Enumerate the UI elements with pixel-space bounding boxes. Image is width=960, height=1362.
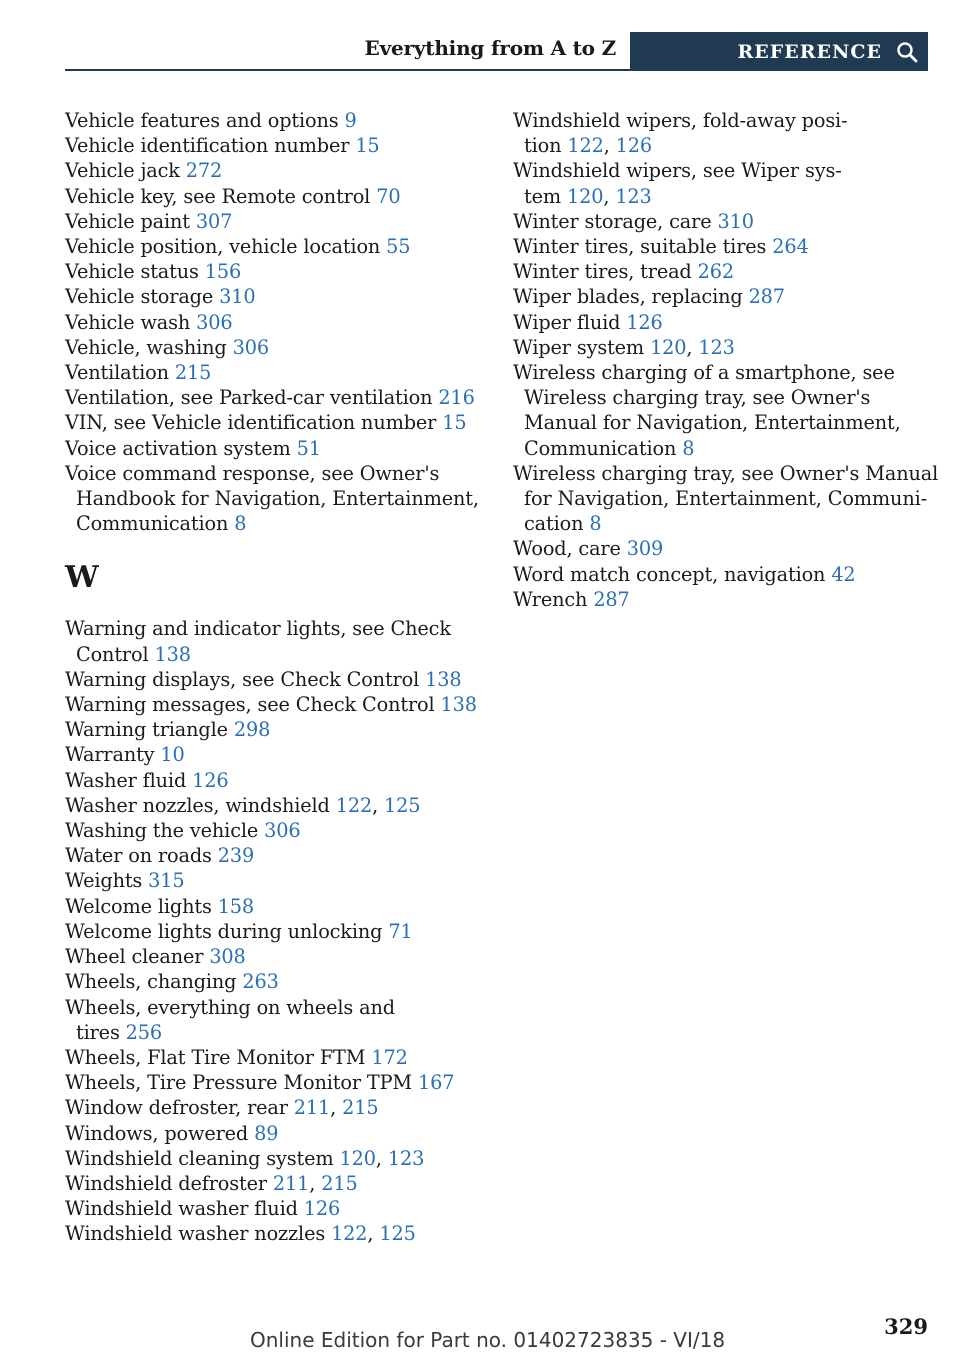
index-entry	[513, 310, 933, 335]
page-link[interactable]: 10	[160, 743, 185, 767]
index-entry-text: Washer nozzles, windshield	[65, 793, 330, 817]
page-link[interactable]: 306	[264, 819, 301, 843]
index-entry-text: Wireless charging tray, see Owner's Manual	[513, 461, 939, 485]
index-entry	[65, 692, 480, 717]
index-entry-text: Windshield washer fluid	[65, 1197, 298, 1221]
page-link[interactable]: 307	[195, 209, 233, 233]
index-entry-text: Vehicle features and options	[65, 109, 339, 132]
index-entry	[513, 536, 933, 561]
page-link[interactable]: 71	[388, 919, 413, 943]
index-entry-text: Welcome lights during unlocking	[65, 919, 383, 943]
index-entry	[65, 410, 480, 435]
page-link[interactable]: 125	[384, 793, 421, 817]
index-entry-text: VIN, see Vehicle identification number	[65, 411, 437, 435]
index-entry	[65, 1196, 480, 1221]
index-entry-text: Wrench	[513, 587, 588, 611]
index-entry-text: Vehicle jack	[65, 159, 180, 183]
page-link[interactable]: 272	[185, 159, 223, 183]
index-entry-text: tem	[524, 184, 561, 208]
index-entry-text: Winter tires, suitable tires	[513, 235, 767, 259]
page-link[interactable]: 310	[219, 285, 256, 309]
index-entry	[65, 158, 480, 183]
index-entry-text: Washer fluid	[65, 768, 187, 792]
page-link[interactable]: 122	[335, 793, 373, 817]
index-entry-text: Wireless charging of a smartphone, see	[513, 361, 895, 385]
index-entry-text: Weights	[65, 869, 143, 893]
index-entry	[65, 969, 480, 994]
page-link[interactable]: 287	[593, 587, 630, 611]
index-entry	[65, 108, 480, 133]
index-entry	[513, 360, 933, 461]
index-entry-text: Vehicle position, vehicle location	[65, 235, 381, 259]
page-link[interactable]: 310	[717, 209, 754, 233]
edition-footer: Online Edition for Part no. 01402723835 - VI/18	[250, 1328, 726, 1352]
index-entry-text: Vehicle wash	[65, 310, 191, 334]
index-entry	[65, 1045, 480, 1070]
index-entry	[65, 944, 480, 969]
index-entry-text: Water on roads	[65, 844, 212, 868]
page-link[interactable]: 126	[626, 310, 663, 334]
index-entry	[65, 335, 480, 360]
page-link[interactable]: 138	[425, 667, 462, 691]
section-tab-label: REFERENCE	[737, 40, 882, 63]
index-entry-text: tion	[524, 134, 562, 158]
index-entry-text: Wiper system	[513, 335, 645, 359]
index-entry-text: Ventilation, see Parked-car ventilation	[65, 386, 433, 410]
page-link[interactable]: 309	[626, 537, 664, 561]
index-entry-text: Windows, powered	[65, 1121, 249, 1145]
page-link[interactable]: 211	[272, 1171, 310, 1195]
page-link[interactable]: 172	[371, 1045, 408, 1069]
index-entry	[65, 1121, 480, 1146]
index-entry-text: Warning and indicator lights, see Check	[65, 617, 451, 641]
page-link[interactable]: 315	[148, 869, 185, 893]
index-entry	[513, 461, 939, 537]
index-entry-text: Vehicle identification number	[65, 134, 350, 158]
index-entry-text: Handbook for Navigation, Entertainment,	[76, 487, 479, 511]
index-entry	[65, 310, 480, 335]
page-link[interactable]: 122	[331, 1222, 368, 1246]
page-link[interactable]: 15	[442, 411, 467, 435]
header-title: Everything from A to Z	[364, 36, 616, 60]
index-entry	[65, 742, 480, 767]
index-entry-text: Wiper fluid	[513, 310, 621, 334]
page-link[interactable]: 9	[344, 109, 357, 132]
index-entry	[65, 1070, 480, 1095]
index-entry-text: Winter storage, care	[513, 209, 712, 233]
header-rule	[65, 69, 630, 71]
index-entry: Windshield wipers, fold-away posi- tion 122, 126	[513, 109, 848, 158]
page-link[interactable]: 123	[387, 1146, 425, 1170]
page-link[interactable]: 51	[296, 436, 321, 460]
index-entry	[513, 259, 933, 284]
index-entry-text: Windshield cleaning system	[65, 1146, 334, 1170]
index-entry	[65, 284, 480, 309]
index-entry	[65, 868, 480, 893]
page-link[interactable]: 126	[615, 134, 653, 158]
page-link[interactable]: 262	[697, 260, 734, 284]
index-entry	[65, 209, 480, 234]
index-entry-text: Wheels, Tire Pressure Monitor TPM	[65, 1071, 412, 1095]
page-link[interactable]: 167	[417, 1071, 455, 1095]
page-link[interactable]: 306	[196, 310, 233, 334]
index-entry-text: Warranty	[65, 743, 155, 767]
page-link[interactable]: 308	[209, 945, 246, 969]
index-entry-text: Vehicle, washing	[65, 335, 227, 359]
index-entry	[65, 436, 480, 461]
index-entry-text: Wheels, everything on wheels and	[65, 995, 395, 1019]
page-link[interactable]: 42	[831, 562, 856, 586]
index-entry-text: cation	[524, 512, 584, 536]
index-entry-text: Control	[76, 642, 149, 666]
page-link[interactable]: 138	[154, 642, 191, 666]
page-link[interactable]: 263	[242, 970, 279, 994]
index-entry	[513, 209, 933, 234]
index-entry: Wiper system 120, 123	[513, 335, 735, 359]
page-link[interactable]: 89	[254, 1121, 279, 1145]
index-entry-text: Wiper blades, replacing	[513, 285, 743, 309]
index-entry-text: Vehicle paint	[65, 209, 190, 233]
index-entry-text: Welcome lights	[65, 894, 212, 918]
section-tab-reference[interactable]	[630, 32, 928, 71]
index-entry-text: Windshield wipers, see Wiper sys-	[513, 159, 842, 183]
index-entry	[65, 616, 480, 666]
index-entry	[65, 184, 480, 209]
page-link[interactable]: 8	[234, 512, 247, 536]
index-entry	[65, 461, 480, 537]
index-entry	[65, 385, 480, 410]
page-link[interactable]: 239	[217, 844, 255, 868]
index-entry-text: Vehicle status	[65, 260, 199, 284]
index-entry-text: Communication	[524, 436, 677, 460]
page-link[interactable]: 138	[440, 693, 477, 717]
page-link[interactable]: 120	[650, 335, 687, 359]
index-entry-text: Warning triangle	[65, 718, 228, 742]
page-link[interactable]: 211	[293, 1096, 331, 1120]
index-entry-text: tires	[76, 1020, 120, 1044]
index-entry-text: Warning messages, see Check Control	[65, 693, 435, 717]
search-icon[interactable]	[896, 41, 918, 63]
page-link[interactable]: 256	[125, 1020, 163, 1044]
index-entry-text: Windshield washer nozzles	[65, 1222, 326, 1246]
page-link[interactable]: 8	[589, 512, 602, 536]
index-entry-text: Wireless charging tray, see Owner's	[524, 386, 871, 410]
page-link[interactable]: 215	[174, 361, 212, 385]
index-entry	[65, 995, 480, 1045]
index-entry: Windshield cleaning system 120, 123	[65, 1146, 425, 1170]
index-entry	[65, 768, 480, 793]
index-entry	[65, 717, 480, 742]
index-entry-text: Vehicle key, see Remote control	[65, 184, 371, 208]
index-entry	[65, 919, 480, 944]
index-entry-text: Winter tires, tread	[513, 260, 692, 284]
index-entry-text: Manual for Navigation, Entertainment,	[524, 411, 901, 435]
index-entry	[513, 284, 933, 309]
index-entry-text: Voice activation system	[65, 436, 291, 460]
index-entry	[65, 894, 480, 919]
index-entry	[65, 133, 480, 158]
index-entry-text: Window defroster, rear	[65, 1096, 288, 1120]
index-entry-text: Wood, care	[513, 537, 621, 561]
page-link[interactable]: 15	[355, 134, 380, 158]
index-entry-text: Communication	[76, 512, 229, 536]
index-entry-text: Word match concept, navigation	[513, 562, 826, 586]
page-link[interactable]: 123	[615, 184, 652, 208]
index-entry-text: Wheels, Flat Tire Monitor FTM	[65, 1045, 366, 1069]
index-entry-text: Vehicle storage	[65, 285, 214, 309]
page-link[interactable]: 264	[772, 235, 809, 259]
index-entry	[65, 667, 480, 692]
index-entry-text: Wheel cleaner	[65, 945, 204, 969]
index-entry	[65, 843, 480, 868]
index-entry-text: Wheels, changing	[65, 970, 237, 994]
page-link[interactable]: 8	[682, 436, 695, 460]
page-link[interactable]: 298	[233, 718, 271, 742]
index-column-right	[513, 108, 939, 612]
page-link[interactable]: 215	[342, 1096, 379, 1120]
index-entry-text: for Navigation, Entertainment, Communi-	[524, 487, 927, 511]
page-link[interactable]: 287	[748, 285, 785, 309]
index-entry-text: Windshield wipers, fold-away posi-	[513, 109, 848, 132]
page-link[interactable]: 126	[303, 1197, 341, 1221]
page-link[interactable]: 123	[698, 335, 735, 359]
page-link[interactable]: 306	[232, 335, 269, 359]
index-entry: Washer nozzles, windshield 122, 125	[65, 793, 421, 817]
index-entry	[65, 234, 480, 259]
page-link[interactable]: 120	[339, 1146, 376, 1170]
index-entry	[513, 234, 933, 259]
index-entry	[513, 562, 933, 587]
index-entry: Windshield wipers, see Wiper sys- tem 120, 123	[513, 159, 842, 208]
page-link[interactable]: 215	[321, 1171, 358, 1195]
index-entry-text: Warning displays, see Check Control	[65, 667, 420, 691]
page-link[interactable]: 70	[376, 184, 401, 208]
index-entry	[65, 259, 480, 284]
page-link[interactable]: 55	[386, 235, 411, 259]
index-entry-text: Windshield defroster	[65, 1171, 267, 1195]
index-entry-text: Washing the vehicle	[65, 819, 259, 843]
index-letter-heading: W	[65, 560, 99, 596]
index-entry	[513, 587, 933, 612]
page-link[interactable]: 216	[438, 386, 475, 410]
page-link[interactable]: 125	[379, 1222, 416, 1246]
index-entry: Windshield washer nozzles 122, 125	[65, 1222, 416, 1246]
index-entry-text: Voice command response, see Owner's	[65, 461, 440, 485]
page-link[interactable]: 156	[204, 260, 242, 284]
index-entry: Window defroster, rear 211, 215	[65, 1096, 379, 1120]
index-entry	[65, 360, 480, 385]
page-number: 329	[884, 1314, 928, 1339]
index-entry	[65, 818, 480, 843]
index-entry-text: Ventilation	[65, 361, 169, 385]
page-link[interactable]: 158	[217, 894, 255, 918]
index-entry: Windshield defroster 211, 215	[65, 1171, 358, 1195]
page-link[interactable]: 122	[567, 134, 604, 158]
page-link[interactable]: 120	[566, 184, 604, 208]
page-link[interactable]: 126	[192, 768, 229, 792]
index-column-left	[65, 108, 480, 1247]
